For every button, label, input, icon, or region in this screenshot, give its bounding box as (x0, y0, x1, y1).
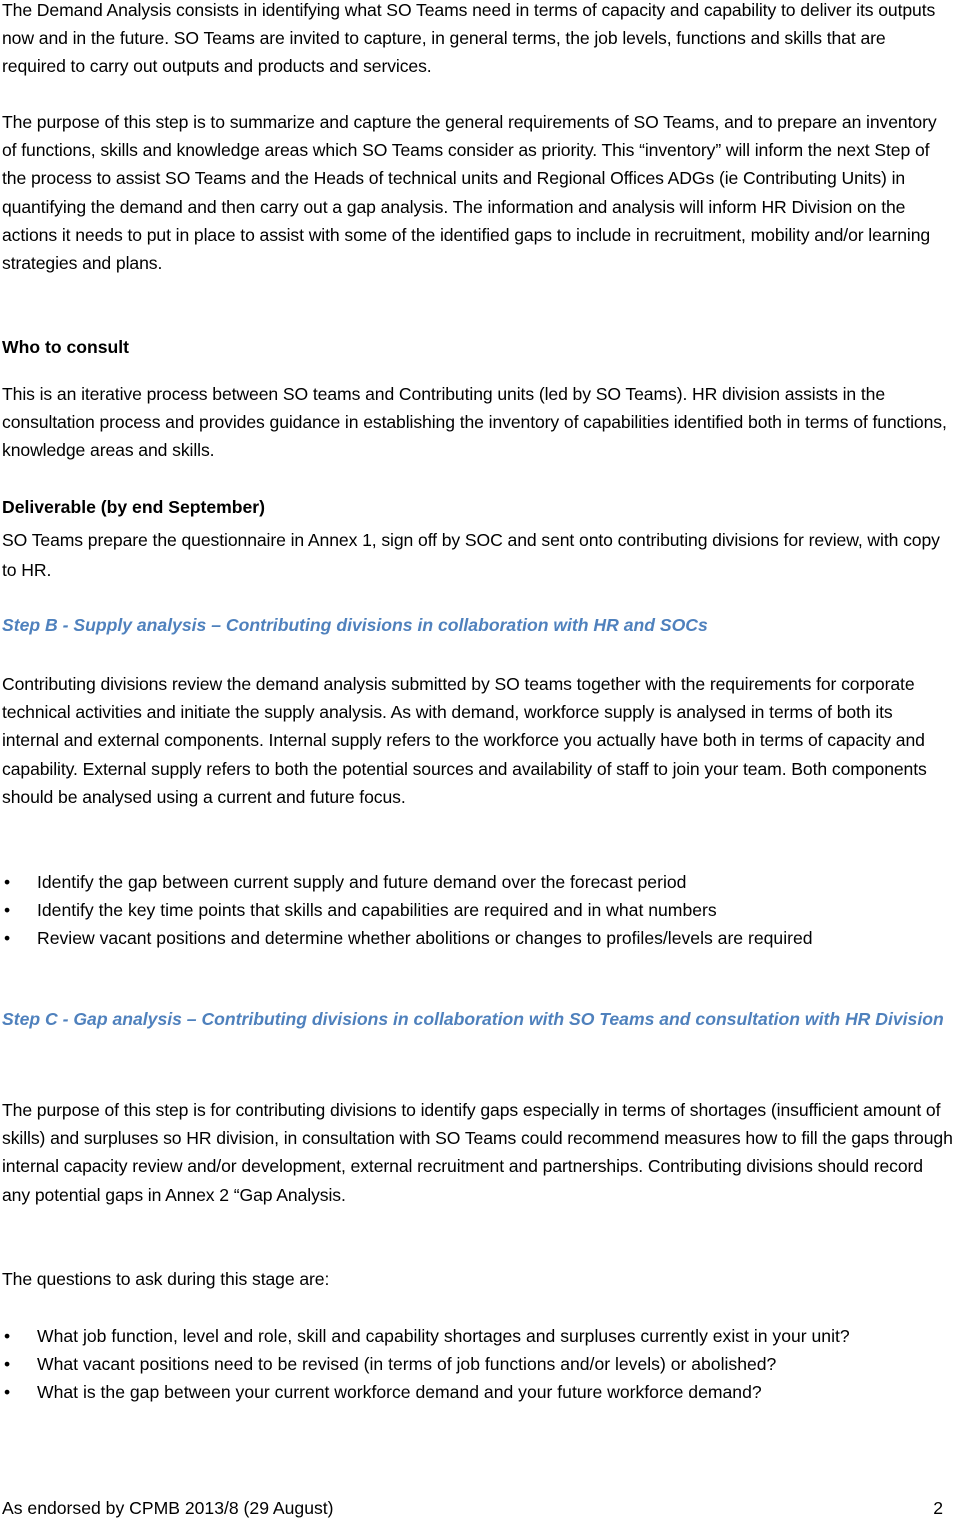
list-item: • Identify the key time points that skills and capabilities are required and in what numbers (2, 896, 954, 924)
who-to-consult-heading: Who to consult (2, 337, 130, 357)
purpose-paragraph: The purpose of this step is to summarize and capture the general requirements of SO Teams, and to prepare an inventory of functions, skills and knowledge areas which SO Teams consider as priority. This “inventory” will inform the next Step of the process to assist SO Teams and the Heads of technical units and Regional Offices ADGs (ie Contributing Units) in quantifying the demand and then carry out a gap analysis. The information and analysis will inform HR Division on the actions it needs to put in place to assist with some of the identified gaps to include in recruitment, mobility and/or learning strategies and plans. (2, 112, 937, 274)
gap-analysis-paragraph: The purpose of this step is for contributing divisions to identify gaps especially in terms of shortages (insufficient amount of skills) and surpluses so HR division, in consultation with SO Teams could recommend measures how to fill the gaps through internal capacity review and/or development, external recruitment and partnerships. Contributing divisions should record any potential gaps in Annex 2 “Gap Analysis. (2, 1100, 953, 1205)
supply-analysis-paragraph: Contributing divisions review the demand analysis submitted by SO teams together with the requirements for corporate technical activities and initiate the supply analysis. As with demand, workforce supply is analysed in terms of both its internal and external components. Internal supply refers to the workforce you actually have both in terms of capacity and capability. External supply refers to both the potential sources and availability of staff to join your team. Both components should be analysed using a current and future focus. (2, 674, 927, 807)
deliverable-heading: Deliverable (by end September) (2, 497, 266, 517)
demand-analysis-intro: The Demand Analysis consists in identifying what SO Teams need in terms of capacity and capability to deliver its outputs now and in the future. SO Teams are invited to capture, in general terms, the job levels, functions and skills that are required to carry out outputs and products and services. (2, 0, 936, 77)
bullet-icon: • (4, 1354, 11, 1375)
bullet-icon: • (4, 928, 11, 949)
consultation-paragraph: This is an iterative process between SO teams and Contributing units (led by SO Teams). HR division assists in the consultation process and provides guidance in establishing the inventory of capabilities identified both in terms of functions, knowledge areas and skills. (2, 384, 947, 461)
footer-endorsement: As endorsed by CPMB 2013/8 (29 August) (2, 1498, 334, 1518)
bullet-icon: • (4, 872, 11, 892)
list-item: • What is the gap between your current workforce demand and your future workforce demand? (2, 1378, 954, 1406)
bullet-icon: • (4, 1326, 11, 1346)
deliverable-paragraph: SO Teams prepare the questionnaire in Annex 1, sign off by SOC and sent onto contributing divisions for review, with copy to HR. (2, 530, 940, 580)
list-item: • What job function, level and role, skill and capability shortages and surpluses currently exist in your unit? (2, 1322, 954, 1350)
list-item: • What vacant positions need to be revised (in terms of job functions and/or levels) or abolished? (2, 1350, 954, 1378)
bullet-icon: • (4, 1382, 11, 1403)
step-b-heading: Step B - Supply analysis – Contributing divisions in collaboration with HR and SOCs (2, 615, 708, 635)
gap-bullet-list (2, 1322, 954, 1407)
step-c-heading: Step C - Gap analysis – Contributing divisions in collaboration with SO Teams and consultation with HR Division (2, 1009, 944, 1029)
page-number: 2 (933, 1498, 943, 1518)
questions-intro: The questions to ask during this stage are: (2, 1269, 330, 1289)
bullet-icon: • (4, 900, 11, 921)
supply-bullet-list (2, 868, 954, 953)
list-item: • Identify the gap between current supply and future demand over the forecast period (2, 868, 954, 896)
list-item: • Review vacant positions and determine whether abolitions or changes to profiles/levels are required (2, 924, 954, 952)
